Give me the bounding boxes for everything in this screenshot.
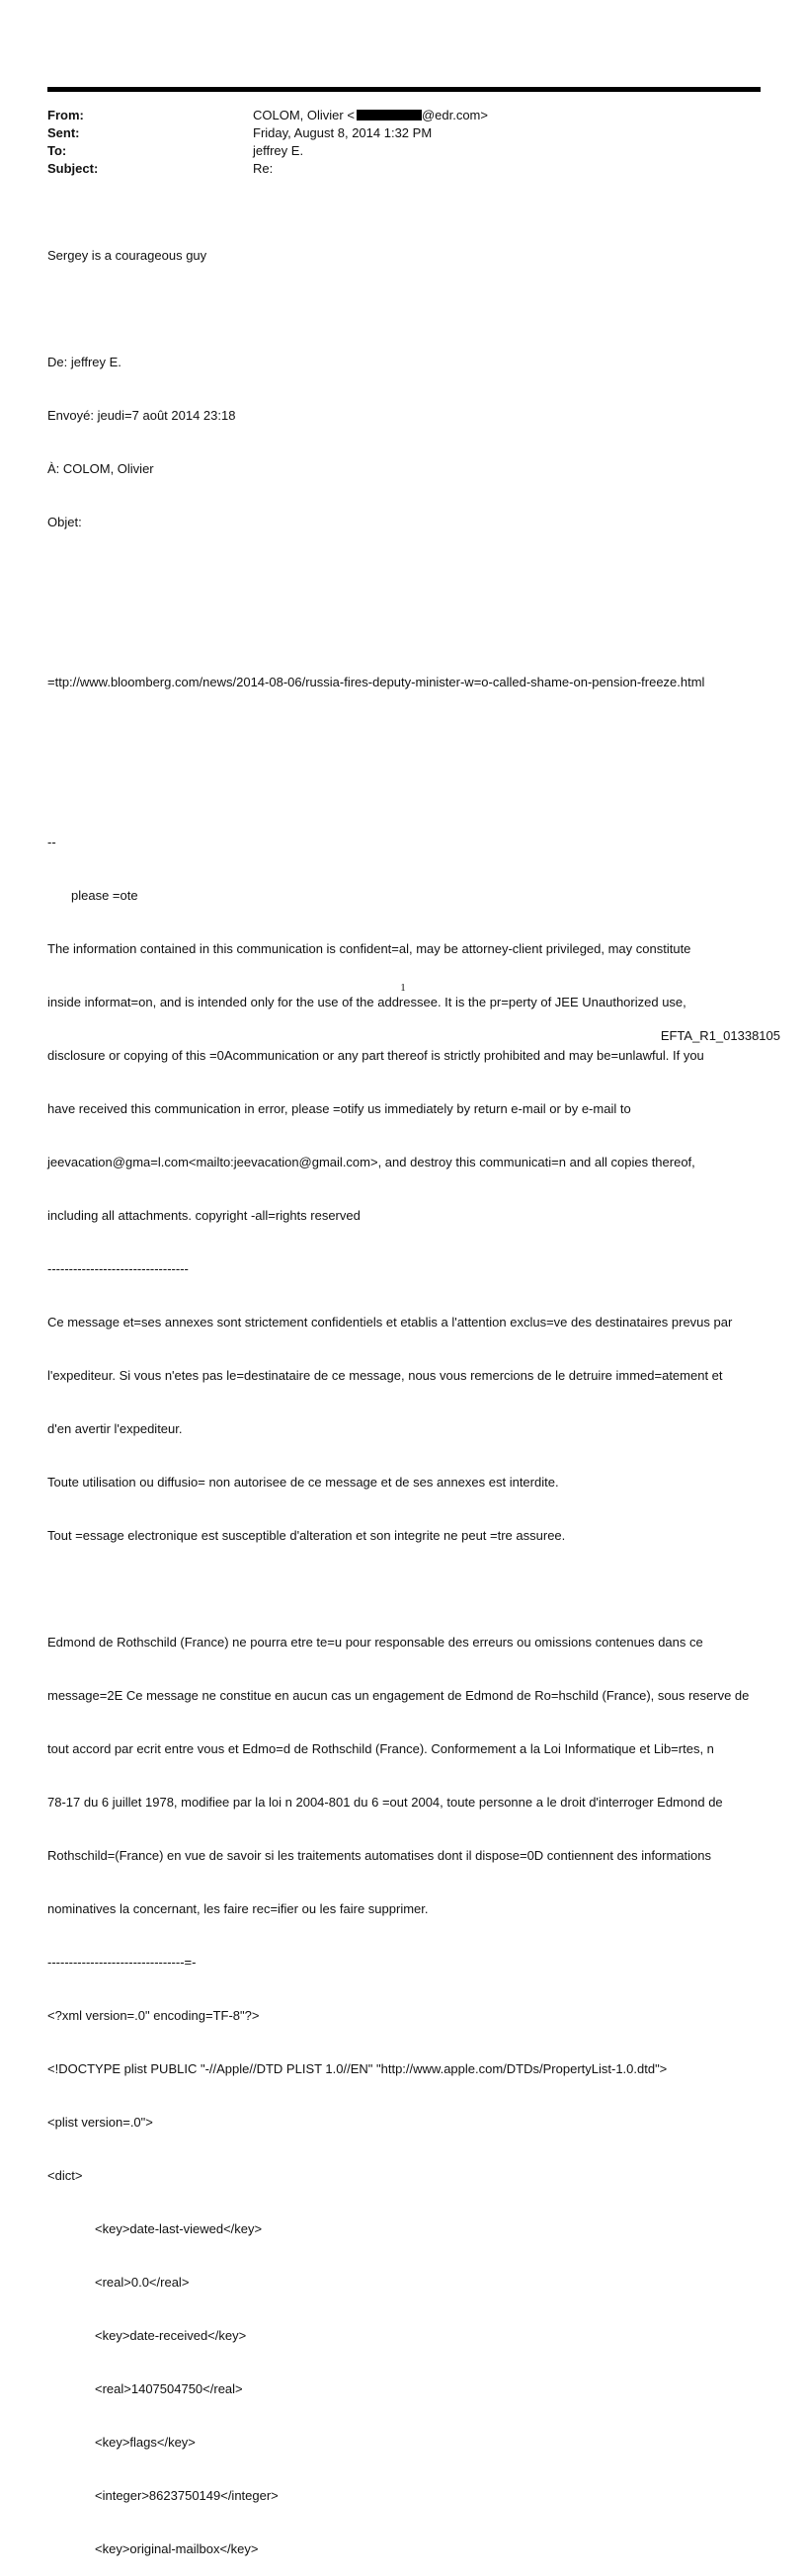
to-value: jeffrey E. [253,143,304,158]
subject-row [47,160,488,178]
xml-line: <real>1407504750</real> [95,2381,243,2396]
from-label: From: [47,108,84,122]
french-disclaimer-line: Tout =essage electronique est susceptible d'alteration et son integrite ne peut =tre assuree. [47,1528,566,1543]
subject-label: Subject: [47,161,99,176]
from-row [47,107,488,124]
legal-line: Edmond de Rothschild (France) ne pourra etre te=u pour responsable des erreurs ou omissions contenues dans ce [47,1635,703,1650]
signature-separator: -- [47,835,56,849]
disclaimer-line: disclosure or copying of this =0Acommunication or any part thereof is strictly prohibited and may be=unlawful. If you [47,1048,704,1063]
legal-line: nominatives la concernant, les faire rec=ifier ou les faire supprimer. [47,1901,429,1916]
legal-line: 78-17 du 6 juillet 1978, modifiee par la loi n 2004-801 du 6 =out 2004, toute personne a le droit d'interroger Edmond de [47,1795,723,1810]
from-name: COLOM, Olivier < [253,108,355,122]
xml-line: <key>date-received</key> [95,2328,247,2343]
xml-line: <plist version=.0"> [47,2115,153,2130]
note-heading: please =ote [71,888,138,903]
fwd-subject: Objet: [47,515,82,529]
xml-line: <key>original-mailbox</key> [95,2541,259,2556]
xml-line: <dict> [47,2168,83,2183]
page-number: 1 [400,982,406,994]
fwd-from: De: jeffrey E. [47,355,121,369]
legal-line: Rothschild=(France) en vue de savoir si les traitements automatises dont il dispose=0D contiennent des informations [47,1848,712,1863]
header-rule [47,87,761,92]
fwd-to: À: COLOM, Olivier [47,461,154,476]
disclaimer-line: inside informat=on, and is intended only for the use of the addressee. It is the pr=perty of JEE Unauthorized use, [47,995,686,1009]
to-row [47,142,488,160]
sent-row [47,124,488,142]
french-disclaimer-line: l'expediteur. Si vous n'etes pas le=destinataire de ce message, nous vous remercions de le detruire immed=atement et [47,1368,723,1383]
xml-line: <!DOCTYPE plist PUBLIC "-//Apple//DTD PLIST 1.0//EN" "http://www.apple.com/DTDs/PropertyList-1.0.dtd"> [47,2061,668,2076]
disclaimer-line: The information contained in this communication is confident=al, may be attorney-client privileged, may constitute [47,941,691,956]
sent-value: Friday, August 8, 2014 1:32 PM [253,125,433,140]
disclaimer-line: including all attachments. copyright -all=rights reserved [47,1208,361,1223]
from-value [253,107,488,124]
dash-separator: --------------------------------- [47,1261,189,1276]
legal-line: tout accord par ecrit entre vous et Edmo=d de Rothschild (France). Conformement a la Loi Informatique et Lib=rtes, n [47,1741,714,1756]
sent-label: Sent: [47,125,80,140]
french-disclaimer-line: Toute utilisation ou diffusio= non autorisee de ce message et de ses annexes est interdite. [47,1475,559,1489]
xml-line: <key>date-last-viewed</key> [95,2221,263,2236]
from-domain: @edr.com> [421,108,488,122]
article-link: =ttp://www.bloomberg.com/news/2014-08-06/russia-fires-deputy-minister-w=o-called-shame-on-pension-freeze.html [47,675,705,689]
dash-separator: --------------------------------=- [47,1955,197,1970]
subject-value: Re: [253,161,274,176]
french-disclaimer-line: Ce message et=ses annexes sont strictement confidentiels et etablis a l'attention exclus=ve des destinataires prevus par [47,1315,733,1329]
xml-line: <key>flags</key> [95,2435,196,2450]
xml-line: <integer>8623750149</integer> [95,2488,279,2503]
french-disclaimer-line: d'en avertir l'expediteur. [47,1421,183,1436]
to-label: To: [47,143,67,158]
email-header [47,107,488,178]
disclaimer-line: jeevacation@gma=l.com<mailto:jeevacation@gmail.com>, and destroy this communicati=n and all copies thereof, [47,1155,695,1169]
fwd-sent: Envoyé: jeudi=7 août 2014 23:18 [47,408,236,423]
disclaimer-line: have received this communication in error, please =otify us immediately by return e-mail or by e-mail to [47,1101,631,1116]
redaction-bar [357,110,422,121]
legal-line: message=2E Ce message ne constitue en aucun cas un engagement de Edmond de Ro=hschild (France), sous reserve de [47,1688,750,1703]
xml-line: <?xml version=.0" encoding=TF-8"?> [47,2008,260,2023]
bates-number: EFTA_R1_01338105 [660,1028,780,1043]
reply-text: Sergey is a courageous guy [47,248,207,263]
email-body [47,211,761,2576]
xml-line: <real>0.0</real> [95,2275,190,2290]
